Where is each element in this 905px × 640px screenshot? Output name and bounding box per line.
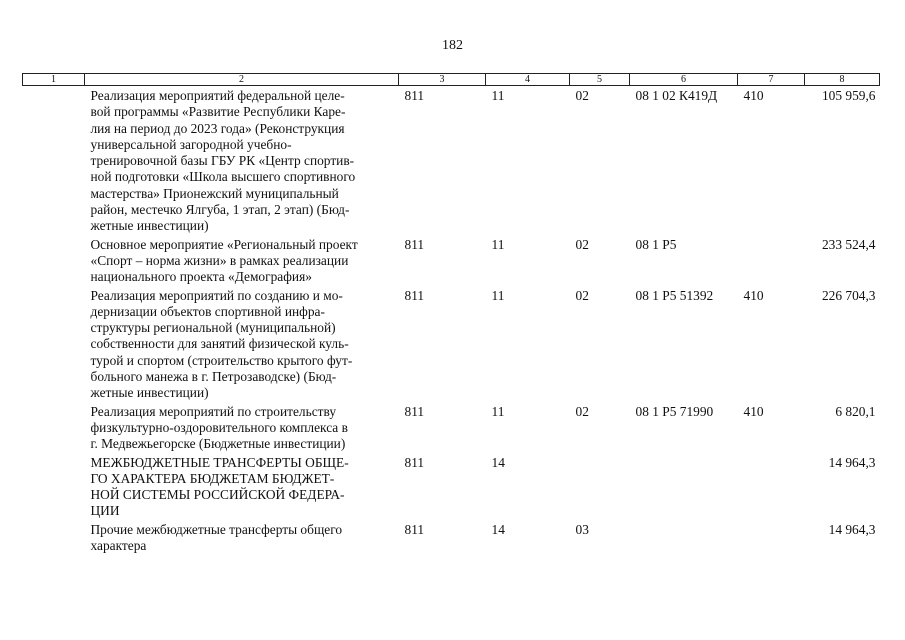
description-line: лия на период до 2023 года» (Реконструкция <box>90 120 345 136</box>
header-col-3: 3 <box>399 74 486 86</box>
description-line: турой и спортом (строительство крытого фут- <box>90 352 353 368</box>
cell-ministry-code: 811 <box>404 287 425 303</box>
table-row <box>23 520 880 555</box>
table-header <box>23 74 880 86</box>
cell-ministry-code: 811 <box>404 403 425 419</box>
description-line: характера <box>90 538 147 554</box>
table-row <box>23 235 880 286</box>
description-line: НОЙ СИСТЕМЫ РОССИЙСКОЙ ФЕДЕРА- <box>90 487 345 503</box>
table-row <box>23 286 880 402</box>
cell-expense-type: 410 <box>743 403 764 419</box>
cell-target-article <box>630 520 738 555</box>
cell-amount: 14 964,3 <box>828 521 876 537</box>
description-line: Реализация мероприятий по созданию и мо- <box>90 287 343 303</box>
description-line: Реализация мероприятий федеральной целе- <box>90 88 345 103</box>
cell-col-1 <box>23 86 85 235</box>
header-col-5: 5 <box>570 74 630 86</box>
cell-description <box>85 453 399 520</box>
cell-section: 11 <box>491 88 505 103</box>
cell-ministry-code: 811 <box>404 521 425 537</box>
cell-amount: 14 964,3 <box>828 454 876 470</box>
cell-amount: 226 704,3 <box>821 287 876 303</box>
cell-col-1 <box>23 520 85 555</box>
cell-description <box>85 235 399 286</box>
description-line: тренировочной базы ГБУ РК «Центр спортив- <box>90 153 355 169</box>
cell-ministry-code: 811 <box>404 88 425 103</box>
cell-subsection: 02 <box>575 88 589 103</box>
cell-target-article: 08 1 P5 51392 <box>635 287 714 303</box>
cell-description <box>85 86 399 235</box>
cell-col-1 <box>23 402 85 453</box>
cell-subsection: 02 <box>575 236 589 252</box>
description-line: ЦИИ <box>90 503 120 519</box>
description-line: ГО ХАРАКТЕРА БЮДЖЕТАМ БЮДЖЕТ- <box>90 470 335 486</box>
cell-subsection: 02 <box>575 403 589 419</box>
cell-ministry-code: 811 <box>404 454 425 470</box>
cell-description <box>85 520 399 555</box>
header-col-4: 4 <box>486 74 570 86</box>
header-col-1: 1 <box>23 74 85 86</box>
description-line: вой программы «Развитие Республики Каре- <box>90 104 346 120</box>
description-line: больного манежа в г. Петрозаводске) (Бюд- <box>90 369 337 385</box>
header-row <box>23 74 880 86</box>
header-col-6: 6 <box>630 74 738 86</box>
description-line: Основное мероприятие «Региональный проект <box>90 236 358 252</box>
description-line: структуры региональной (муниципальной) <box>90 320 336 336</box>
description-line: Прочие межбюджетные трансферты общего <box>90 521 343 537</box>
cell-amount: 105 959,6 <box>821 88 876 103</box>
table-row <box>23 86 880 235</box>
cell-description <box>85 286 399 402</box>
table-row <box>23 453 880 520</box>
cell-ministry-code: 811 <box>404 236 425 252</box>
description-line: собственности для занятий физической куль- <box>90 336 349 352</box>
cell-section: 11 <box>491 403 505 419</box>
cell-amount: 233 524,4 <box>821 236 876 252</box>
header-col-7: 7 <box>738 74 805 86</box>
cell-target-article: 08 1 P5 <box>635 236 677 252</box>
description-line: Реализация мероприятий по строительству <box>90 403 337 419</box>
budget-table <box>22 73 880 554</box>
cell-target-article: 08 1 02 К419Д <box>635 88 718 103</box>
description-line: ной подготовки «Школа высшего спортивного <box>90 169 356 185</box>
cell-section: 11 <box>491 236 505 252</box>
header-col-2: 2 <box>85 74 399 86</box>
cell-description <box>85 402 399 453</box>
cell-col-1 <box>23 453 85 520</box>
cell-expense-type: 410 <box>743 287 764 303</box>
cell-subsection: 03 <box>575 521 589 537</box>
description-line: г. Медвежьегорске (Бюджетные инвестиции) <box>90 436 346 452</box>
cell-col-1 <box>23 235 85 286</box>
description-line: мастерства» Прионежский муниципальный <box>90 185 339 201</box>
table-row <box>23 402 880 453</box>
description-line: жетные инвестиции) <box>90 218 209 234</box>
cell-section: 14 <box>491 454 505 470</box>
description-line: «Спорт – норма жизни» в рамках реализации <box>90 252 349 268</box>
description-line: универсальной загородной учебно- <box>90 136 292 152</box>
cell-section: 14 <box>491 521 505 537</box>
cell-subsection: 02 <box>575 287 589 303</box>
description-line: национального проекта «Демография» <box>90 269 312 285</box>
cell-subsection <box>570 453 630 520</box>
description-line: физкультурно-оздоровительного комплекса в <box>90 419 348 435</box>
cell-section: 11 <box>491 287 505 303</box>
description-line: район, местечко Ялгуба, 1 этап, 2 этап) (Бюд- <box>90 202 350 218</box>
table-body <box>23 86 880 555</box>
cell-expense-type <box>738 453 805 520</box>
description-line: жетные инвестиции) <box>90 385 209 401</box>
cell-expense-type <box>738 235 805 286</box>
cell-col-1 <box>23 286 85 402</box>
header-col-8: 8 <box>805 74 880 86</box>
cell-expense-type: 410 <box>743 88 764 103</box>
description-line: дернизации объектов спортивной инфра- <box>90 303 325 319</box>
cell-target-article <box>630 453 738 520</box>
description-line: МЕЖБЮДЖЕТНЫЕ ТРАНСФЕРТЫ ОБЩЕ- <box>90 454 349 470</box>
cell-amount: 6 820,1 <box>835 403 876 419</box>
cell-target-article: 08 1 P5 71990 <box>635 403 714 419</box>
page-number: 182 <box>442 38 463 53</box>
cell-expense-type <box>738 520 805 555</box>
